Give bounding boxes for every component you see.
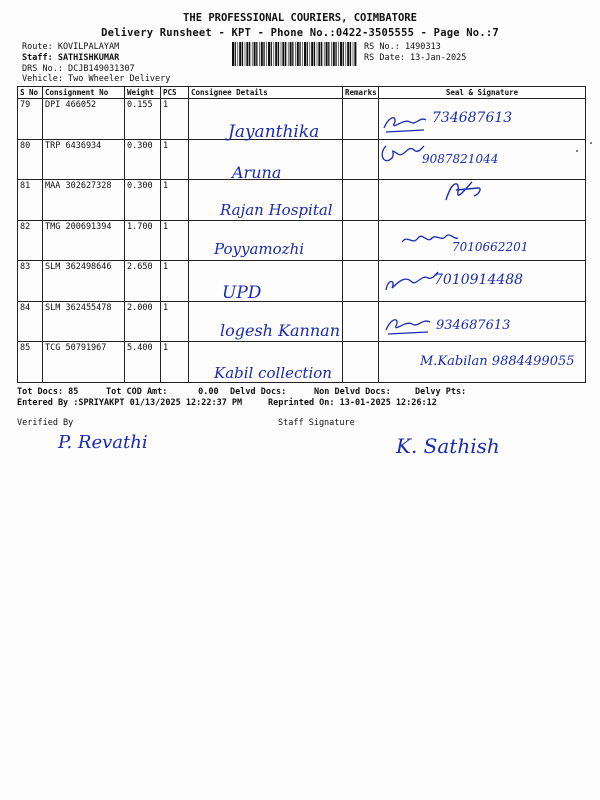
handwritten-consignee: Rajan Hospital <box>220 201 333 219</box>
barcode-bar <box>326 42 328 66</box>
cell-pcs: 1 <box>161 220 189 261</box>
cell-consignment: DPI 466052 <box>43 99 125 140</box>
cell-consignment: TCG 50791967 <box>43 342 125 383</box>
barcode-bar <box>290 42 292 66</box>
handwritten-consignee: Kabil collection <box>214 364 332 382</box>
barcode-bar <box>310 42 311 66</box>
handwritten-consignee: logesh Kannan <box>220 321 341 340</box>
col-header-remarks: Remarks <box>343 87 379 99</box>
total-docs: Tot Docs: 85 <box>17 387 79 397</box>
cell-sno: 85 <box>18 342 43 383</box>
barcode-bar <box>261 42 263 66</box>
cell-weight: 0.300 <box>125 180 161 221</box>
cell-consignment: MAA 302627328 <box>43 180 125 221</box>
signature-scribble <box>378 140 426 168</box>
col-header-sno: S No <box>18 87 43 99</box>
barcode-bar <box>328 42 329 66</box>
barcode-bar <box>256 42 257 66</box>
cell-pcs: 1 <box>161 180 189 221</box>
rs-date: RS Date: 13-Jan-2025 <box>364 53 467 63</box>
table-header-row <box>18 87 586 99</box>
barcode-bar <box>321 42 322 66</box>
scan-speck <box>576 150 578 152</box>
verifier-signature: P. Revathi <box>58 432 148 453</box>
staff-signature-label: Staff Signature <box>278 418 355 428</box>
table-row <box>18 139 586 180</box>
barcode-bar <box>263 42 264 66</box>
rs-number: RS No.: 1490313 <box>364 42 441 52</box>
handwritten-name-phone: M.Kabilan 9884499055 <box>420 354 575 369</box>
barcode-bar <box>245 42 246 66</box>
handwritten-phone: 934687613 <box>436 318 511 333</box>
cell-weight: 5.400 <box>125 342 161 383</box>
cell-weight: 2.650 <box>125 261 161 302</box>
cell-consignment: SLM 362455478 <box>43 301 125 342</box>
handwritten-phone: 9087821044 <box>422 152 499 166</box>
col-header-weight: Weight <box>125 87 161 99</box>
barcode-bar <box>246 42 248 66</box>
cell-pcs: 1 <box>161 261 189 302</box>
cell-consignment: SLM 362498646 <box>43 261 125 302</box>
barcode-bar <box>268 42 270 66</box>
barcode-bar <box>347 42 349 66</box>
cell-weight: 0.155 <box>125 99 161 140</box>
barcode-bar <box>288 42 289 66</box>
cell-consignee <box>189 261 343 302</box>
cell-remarks <box>343 180 379 221</box>
cell-weight: 1.700 <box>125 220 161 261</box>
barcode-bar <box>302 42 303 66</box>
signature-scribble <box>382 312 434 336</box>
cell-sno: 84 <box>18 301 43 342</box>
verified-by-label: Verified By <box>17 418 74 428</box>
barcode-bar <box>242 42 243 66</box>
barcode-image <box>232 42 358 66</box>
company-title: THE PROFESSIONAL COURIERS, COIMBATORE <box>183 12 417 24</box>
barcode-bar <box>335 42 336 66</box>
barcode-bar <box>232 42 234 66</box>
vehicle-label: Vehicle: Two Wheeler Delivery <box>22 74 171 84</box>
cell-pcs: 1 <box>161 139 189 180</box>
cell-sno: 82 <box>18 220 43 261</box>
barcode-bar <box>274 42 275 66</box>
cell-consignment: TRP 6436934 <box>43 139 125 180</box>
handwritten-phone: 734687613 <box>432 110 513 126</box>
barcode-bar <box>295 42 296 66</box>
barcode-bar <box>249 42 250 66</box>
barcode-bar <box>353 42 354 66</box>
barcode-bar <box>252 42 253 66</box>
non-delivered-docs: Non Delvd Docs: <box>314 387 391 397</box>
col-header-pcs: PCS <box>161 87 189 99</box>
col-header-consignee: Consignee Details <box>189 87 343 99</box>
barcode-bar <box>297 42 299 66</box>
cell-sno: 83 <box>18 261 43 302</box>
cell-sno: 81 <box>18 180 43 221</box>
route-label: Route: KOVILPALAYAM <box>22 42 120 52</box>
barcode-bar <box>238 42 239 66</box>
cell-pcs: 1 <box>161 342 189 383</box>
barcode-bar <box>317 42 318 66</box>
cell-consignment: TMG 200691394 <box>43 220 125 261</box>
barcode-bar <box>340 42 342 66</box>
barcode-bar <box>318 42 320 66</box>
barcode-bar <box>346 42 347 66</box>
cell-sno: 80 <box>18 139 43 180</box>
barcode-bar <box>307 42 308 66</box>
barcode-bar <box>311 42 313 66</box>
cell-weight: 0.300 <box>125 139 161 180</box>
barcode-bar <box>235 42 236 66</box>
cell-remarks <box>343 139 379 180</box>
staff-handwritten-signature: K. Sathish <box>396 434 500 458</box>
cell-weight: 2.000 <box>125 301 161 342</box>
delivered-docs: Delvd Docs: <box>230 387 287 397</box>
barcode-bar <box>282 42 284 66</box>
drs-number: DRS No.: DCJB149031307 <box>22 64 135 74</box>
reprinted-on: Reprinted On: 13-01-2025 12:26:12 <box>268 398 437 408</box>
signature-scribble <box>380 110 430 136</box>
signature-scribble <box>440 176 484 206</box>
barcode-bar <box>239 42 241 66</box>
handwritten-phone: 7010662201 <box>452 240 529 254</box>
cell-remarks <box>343 342 379 383</box>
entered-by: Entered By :SPRIYAKPT 01/13/2025 12:22:37 PM <box>17 398 243 408</box>
cell-remarks <box>343 261 379 302</box>
barcode-bar <box>338 42 339 66</box>
barcode-bar <box>331 42 332 66</box>
barcode-bar <box>292 42 293 66</box>
cell-remarks <box>343 301 379 342</box>
handwritten-consignee: Poyyamozhi <box>214 240 305 258</box>
col-header-seal: Seal & Signature <box>379 87 586 99</box>
barcode-bar <box>333 42 335 66</box>
barcode-bar <box>266 42 267 66</box>
col-header-consignment: Consignment No <box>43 87 125 99</box>
cell-pcs: 1 <box>161 301 189 342</box>
barcode-bar <box>254 42 256 66</box>
handwritten-consignee: Aruna <box>232 163 282 182</box>
barcode-bar <box>285 42 286 66</box>
barcode-bar <box>314 42 315 66</box>
cell-pcs: 1 <box>161 99 189 140</box>
barcode-bar <box>278 42 279 66</box>
cell-remarks <box>343 99 379 140</box>
cell-sno: 79 <box>18 99 43 140</box>
handwritten-consignee: UPD <box>222 283 262 303</box>
signature-scribble <box>382 268 440 294</box>
staff-label: Staff: SATHISHKUMAR <box>22 53 120 63</box>
barcode-bar <box>350 42 351 66</box>
barcode-bar <box>324 42 325 66</box>
scan-speck <box>590 142 592 144</box>
total-cod-amount: Tot COD Amt: 0.00 <box>106 387 219 397</box>
barcode-bar <box>304 42 306 66</box>
barcode-bar <box>299 42 300 66</box>
barcode-bar <box>343 42 344 66</box>
signature-scribble <box>400 228 460 250</box>
handwritten-consignee: Jayanthika <box>228 122 320 142</box>
barcode-bar <box>275 42 277 66</box>
delivery-points: Delvy Pts: <box>415 387 467 397</box>
barcode-bar <box>271 42 272 66</box>
runsheet-subtitle: Delivery Runsheet - KPT - Phone No.:0422-3505555 - Page No.:7 <box>101 27 499 39</box>
cell-remarks <box>343 220 379 261</box>
barcode-bar <box>259 42 260 66</box>
barcode-bar <box>281 42 282 66</box>
barcode-bar <box>354 42 356 66</box>
handwritten-phone: 7010914488 <box>434 272 524 288</box>
